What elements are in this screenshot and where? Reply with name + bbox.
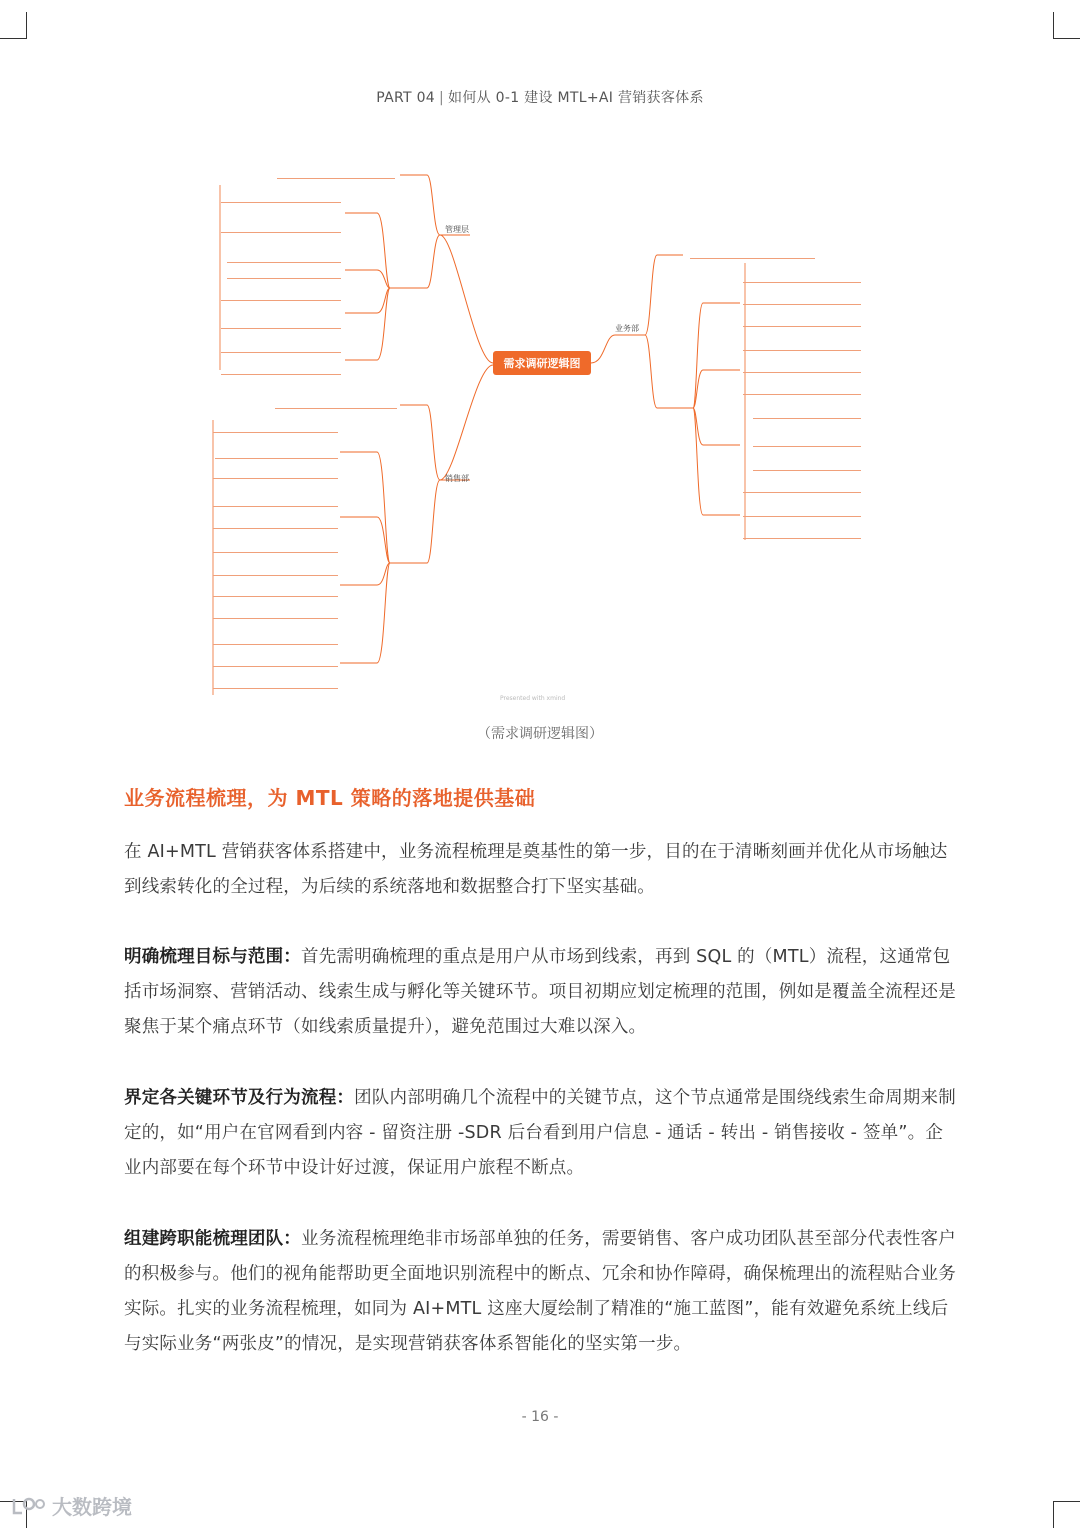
mindmap-leaf	[213, 513, 338, 529]
mindmap-leaf	[213, 417, 338, 433]
mindmap-branch-business: 业务部	[615, 324, 639, 333]
mindmap-branch-management: 管理层	[445, 225, 469, 234]
mindmap-leaf	[743, 267, 861, 283]
mindmap-leaf	[743, 501, 861, 517]
mindmap-leaf	[743, 311, 861, 327]
crop-mark-bottom-right	[1053, 1501, 1080, 1528]
mindmap-leaf	[221, 211, 341, 233]
mindmap-leaf	[221, 337, 341, 353]
mindmap-root: 需求调研逻辑图	[493, 351, 591, 375]
mindmap-leaf	[743, 477, 861, 493]
mindmap-leaf	[213, 485, 338, 507]
mindmap-credit: Presented with xmind	[500, 695, 566, 702]
point-paragraph-1	[124, 940, 956, 1045]
mindmap-leaf	[753, 403, 861, 419]
point-body-3: 业务流程梳理绝非市场部单独的任务，需要销售、客户成功团队甚至部分代表性客户的积极参与。他们的视角能帮助更全面地识别流程中的断点、冗余和协作障碍，确保梳理出的流程贴合业务实际。扎实的业务流程梳理，如同为 AI+MTL 这座大厦绘制了精准的“施工蓝图”，能有效避免系统上线后与实际业务“两张皮”的情况，是实现营销获客体系智能化的坚实第一步。	[124, 1229, 956, 1354]
mindmap-branch-sales: 销售部	[445, 474, 469, 483]
mindmap-leaf	[213, 651, 338, 667]
point-body-1: 首先需明确梳理的重点是用户从市场到线索，再到 SQL 的（MTL）流程，这通常包括市场洞察、营销活动、线索生成与孵化等关键环节。项目初期应划定梳理的范围，例如是覆盖全流程还是聚焦于某个痛点环节（如线索质量提升），避免范围过大难以深入。	[124, 947, 956, 1037]
header-part: PART 04	[376, 90, 435, 106]
mindmap-leaf	[213, 537, 338, 553]
mindmap-leaf	[743, 335, 861, 351]
mindmap-leaf	[213, 463, 338, 479]
mindmap-leaf	[275, 393, 397, 409]
mindmap-leaf	[690, 243, 815, 259]
header-title: 如何从 0-1 建设 MTL+AI 营销获客体系	[448, 90, 704, 106]
crop-mark-top-left	[0, 12, 27, 39]
point-body-2: 团队内部明确几个流程中的关键节点，这个节点通常是围绕线索生命周期来制定的，如“用户在官网看到内容 - 留资注册 -SDR 后台看到用户信息 - 通话 - 转出 - 销售接收 - 签单”。企业内部要在每个环节中设计好过渡，保证用户旅程不断点。	[124, 1088, 956, 1178]
mindmap-leaf	[743, 379, 861, 395]
mindmap-leaf	[227, 241, 341, 263]
mindmap-leaf	[213, 603, 338, 619]
point-paragraph-3	[124, 1222, 956, 1362]
mindmap-leaf	[213, 581, 338, 597]
watermark-text: 大数跨境	[52, 1495, 132, 1519]
mindmap-leaf	[743, 357, 861, 373]
mindmap-leaf	[221, 285, 341, 301]
figure-caption: （需求调研逻辑图）	[477, 726, 603, 742]
mindmap-leaf	[213, 673, 338, 689]
intro-paragraph: 在 AI+MTL 营销获客体系搭建中，业务流程梳理是奠基性的第一步，目的在于清晰刻画并优化从市场触达到线索转化的全过程，为后续的系统落地和数据整合打下坚实基础。	[124, 842, 948, 897]
mindmap-leaf	[221, 187, 341, 203]
mindmap-leaf	[743, 523, 861, 539]
page-number: - 16 -	[521, 1409, 559, 1425]
mindmap-leaf	[753, 425, 861, 447]
mindmap-leaf	[753, 455, 861, 471]
running-header	[0, 87, 1080, 107]
mindmap-leaf	[215, 437, 338, 459]
watermark-logo-icon	[10, 1495, 46, 1517]
section-title: 业务流程梳理，为 MTL 策略的落地提供基础	[124, 786, 536, 810]
mindmap-leaf	[213, 629, 338, 645]
point-paragraph-2	[124, 1081, 956, 1186]
point-title-3: 组建跨职能梳理团队：	[124, 1229, 301, 1249]
point-title-1: 明确梳理目标与范围：	[124, 947, 301, 967]
point-title-2: 界定各关键环节及行为流程：	[124, 1088, 355, 1108]
crop-mark-top-right	[1053, 12, 1080, 39]
mindmap-leaf	[743, 289, 861, 305]
mindmap-leaf	[221, 307, 341, 329]
header-separator: |	[438, 90, 445, 106]
mindmap-leaf	[221, 359, 341, 375]
mindmap-leaf	[213, 560, 338, 576]
mindmap-leaf	[277, 163, 395, 179]
mindmap-figure	[205, 155, 875, 710]
mindmap-leaf	[227, 269, 341, 279]
watermark	[10, 1491, 132, 1520]
